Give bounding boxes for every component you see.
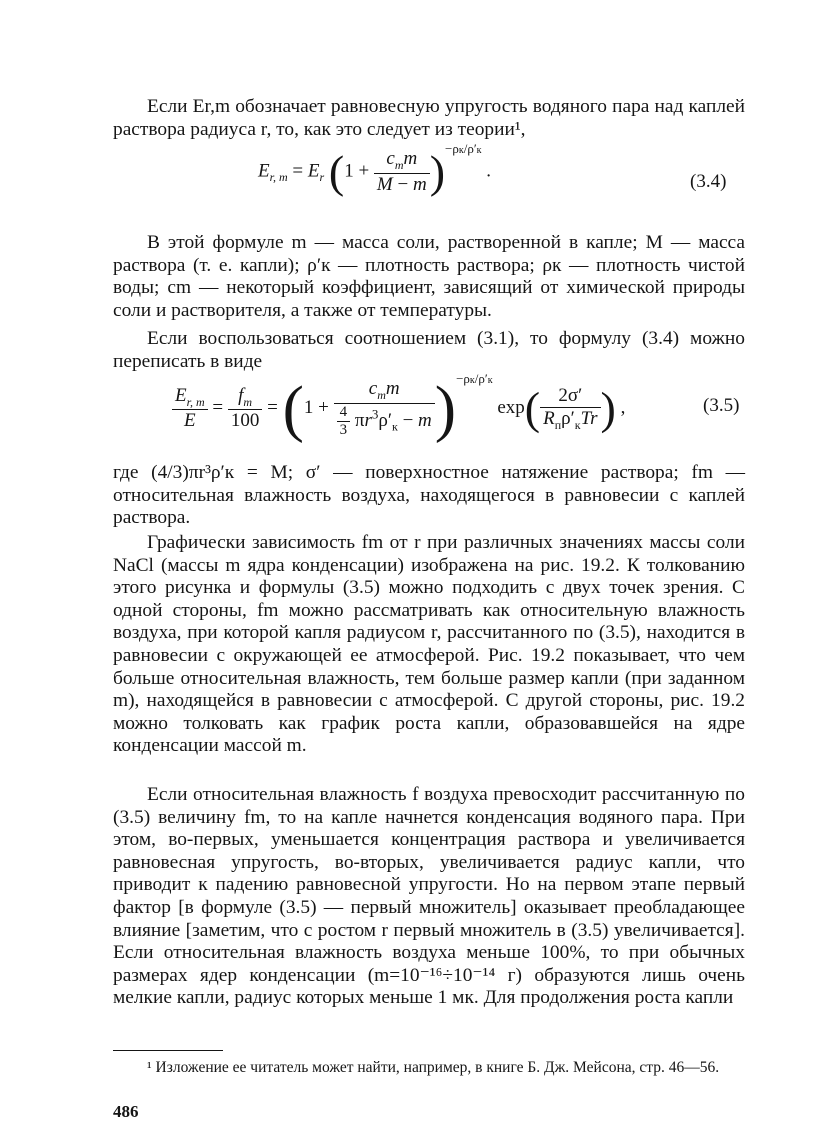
paragraph-6: Если относительная влажность f воздуха превосходит рассчитанную по (3.5) величину fm, то на капле начнется конденсация водяного пара. При этом, во-первых, уменьшается концентрация раствора и увеличивается равновесная упругость, во-вторых, увеличивается радиус капли, что приводит к падению равновесной упругости. Но на первом этапе первый фактор [в формуле (3.5) — первый множитель] оказывает преобладающее влияние [заметим, что с ростом r первый множитель в (3.5) увеличивается]. Если относительная влажность воздуха меньше 100%, то при обычных размерах ядер конденсации (m=10⁻¹⁶÷10⁻¹⁴ г) образуются лишь очень мелкие капли, радиус которых меньше 1 мк. Для продолжения роста капли: [113, 784, 745, 1009]
equation-number-3-4: (3.4): [690, 171, 727, 192]
paragraph-3: Если воспользоваться соотношением (3.1), то формулу (3.4) можно переписать в виде: [113, 328, 745, 372]
footnote: ¹ Изложение ее читатель может найти, например, в книге Б. Дж. Мейсона, стр. 46—56.: [147, 1059, 720, 1076]
page-number: 486: [113, 1102, 139, 1121]
paragraph-2: В этой формуле m — масса соли, растворенной в капле; M — масса раствора (т. е. капли); ρ′к — плотность раствора; ρк — плотность чистой воды; cm — некоторый коэффициент, зависящий от химической природы соли и растворителя, а также от температуры.: [113, 232, 745, 321]
equation-number-3-5: (3.5): [703, 395, 740, 416]
equation-3-4: $E_{r, m} = E_r$ (1 + $\frac{c_mm}{M - m}$ )$^{-\rho к/\rho'к}$ .: [258, 140, 492, 197]
equation-3-5: $\frac{E_{r, m}}{E}$ = $\frac{f_m}{100}$ = (1 + $c_mm$ $\frac{4}{3}$ $\pi r^3\rho'_к - m$ )$^{-\rho к/\rho'к}$ exp( $\frac{2\sigma'}{R_п\rho'_кTr}$ ) ,: [172, 378, 625, 439]
paragraph-4: где (4/3)πr³ρ′к = M; σ′ — поверхностное натяжение раствора; fm — относительная влажность воздуха, находящегося в равновесии с каплей раствора.: [113, 462, 745, 529]
paragraph-5: Графически зависимость fm от r при различных значениях массы соли NaCl (массы m ядра конденсации) изображена на рис. 19.2. К толкованию этого рисунка и формулы (3.5) можно подходить с двух точек зрения. С одной стороны, fm можно рассматривать как относительную влажность воздуха, при которой капля радиусом r, рассчитанного по (3.5), находится в равновесии с окружающей ее атмосферой. Рис. 19.2 показывает, что чем больше относительная влажность, тем больше размер капли (при заданном m), находящейся в равновесии с атмосферой. С другой стороны, рис. 19.2 можно толковать как график роста капли, образовавшейся на ядре конденсации массой m.: [113, 532, 745, 757]
paragraph-1: Если Er,m обозначает равновесную упругость водяного пара над каплей раствора радиуса r, то, как это следует из теории¹,: [113, 96, 745, 140]
footnote-divider: [113, 1050, 223, 1051]
